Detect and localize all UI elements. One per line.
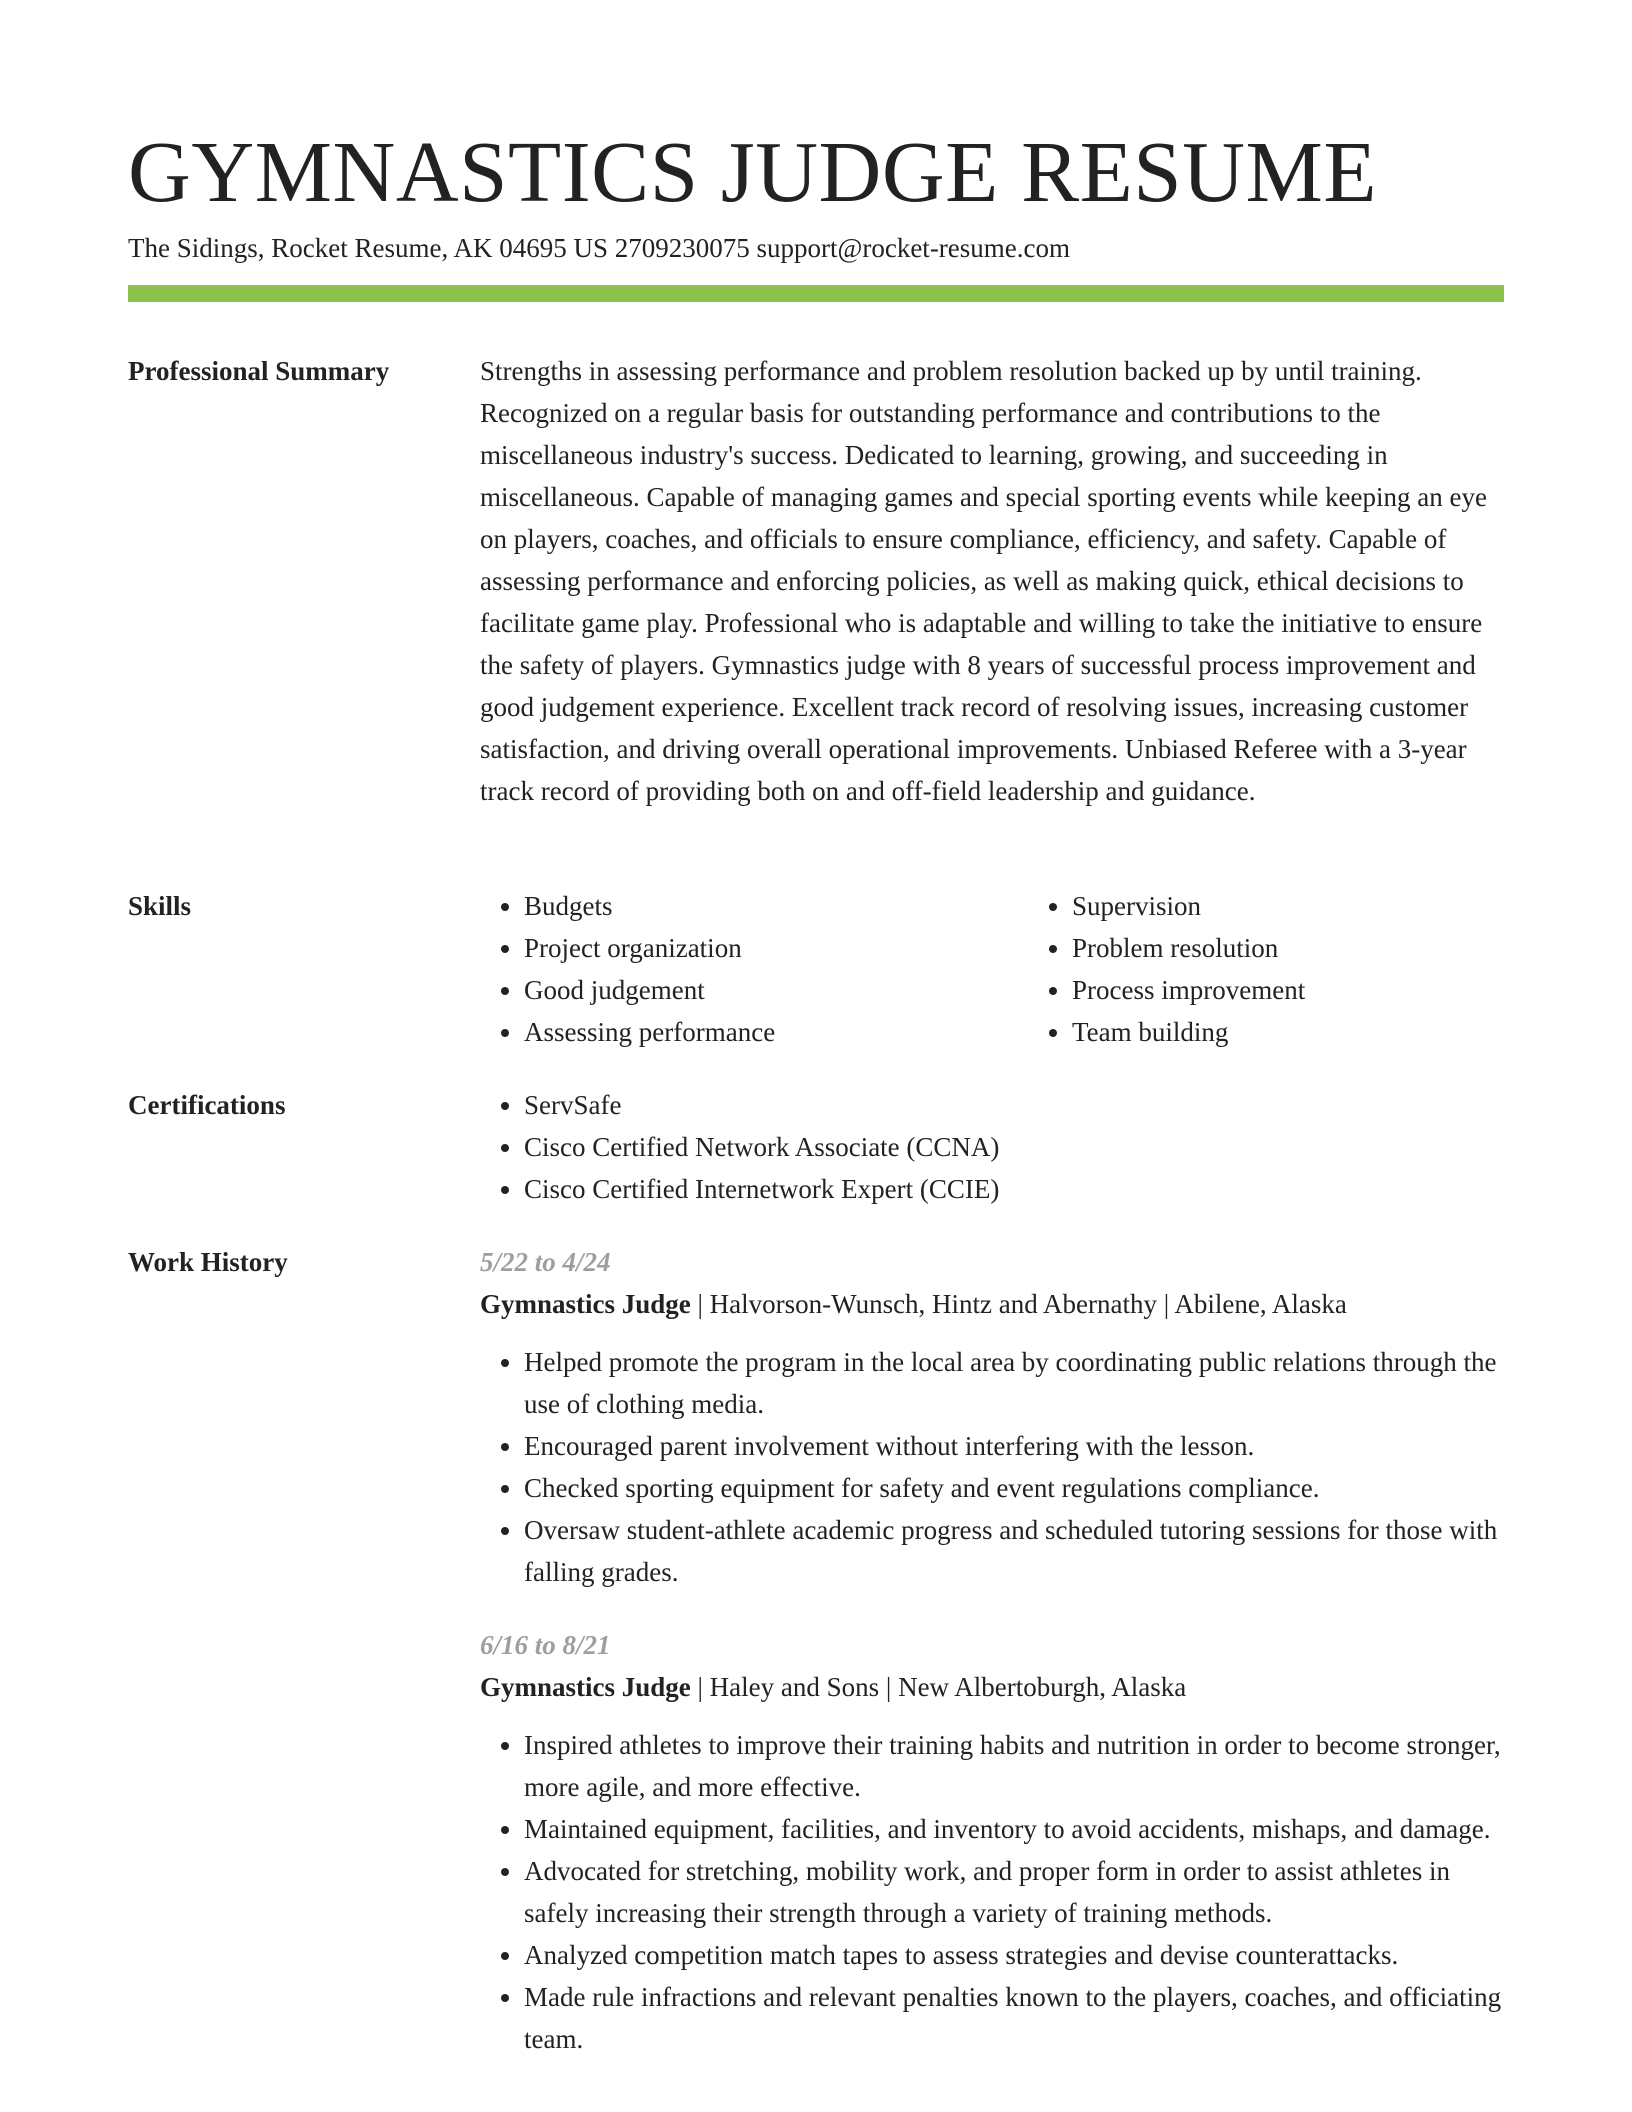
job-heading xyxy=(480,1666,1504,1708)
job-dates: 5/22 to 4/24 xyxy=(480,1247,611,1277)
job-duties-list xyxy=(480,1341,1504,1593)
job-employer-location: | Haley and Sons | New Albertoburgh, Alaska xyxy=(690,1672,1187,1702)
job-duty-item: • Helped promote the program in the local area by coordinating public relations through the use of clothing media. xyxy=(524,1341,1504,1425)
skill-item: • Process improvement xyxy=(1072,969,1532,1011)
skill-item: • Good judgement xyxy=(524,969,984,1011)
contact-line: The Sidings, Rocket Resume, AK 04695 US 2709230075 support@rocket-resume.com xyxy=(128,233,1071,263)
resume-title: GYMNASTICS JUDGE RESUME xyxy=(128,123,1377,220)
work-history-body xyxy=(480,1241,1504,2060)
job-duty-item: • Checked sporting equipment for safety and event regulations compliance. xyxy=(524,1467,1504,1509)
certifications-list xyxy=(480,1084,1504,1210)
job-duties-list xyxy=(480,1724,1504,2060)
job-entry xyxy=(480,1241,1504,1593)
certifications-body xyxy=(480,1084,1504,1210)
summary-body xyxy=(480,350,1504,812)
skill-item: • Problem resolution xyxy=(1072,927,1532,969)
job-duty-item: • Oversaw student-athlete academic progress and scheduled tutoring sessions for those with falling grades. xyxy=(524,1509,1504,1593)
skill-item: • Budgets xyxy=(524,885,984,927)
skills-list-right xyxy=(1028,885,1532,1053)
job-duty-item: • Maintained equipment, facilities, and inventory to avoid accidents, mishaps, and damage. xyxy=(524,1808,1504,1850)
job-title: Gymnastics Judge xyxy=(480,1289,691,1319)
certification-item: • Cisco Certified Network Associate (CCNA) xyxy=(524,1126,1504,1168)
job-duty-item: • Made rule infractions and relevant penalties known to the players, coaches, and officiating team. xyxy=(524,1976,1504,2060)
job-entry xyxy=(480,1624,1504,2060)
skill-item: • Assessing performance xyxy=(524,1011,984,1053)
skills-label: Skills xyxy=(128,891,192,921)
skill-item: • Project organization xyxy=(524,927,984,969)
job-duty-item: • Analyzed competition match tapes to assess strategies and devise counterattacks. xyxy=(524,1934,1504,1976)
certifications-label: Certifications xyxy=(128,1090,286,1120)
job-title: Gymnastics Judge xyxy=(480,1672,691,1702)
job-heading xyxy=(480,1283,1504,1325)
certification-item: • Cisco Certified Internetwork Expert (CCIE) xyxy=(524,1168,1504,1210)
job-dates: 6/16 to 8/21 xyxy=(480,1630,611,1660)
job-duty-item: • Inspired athletes to improve their training habits and nutrition in order to become stronger, more agile, and more effective. xyxy=(524,1724,1504,1808)
job-duty-item: • Advocated for stretching, mobility work, and proper form in order to assist athletes in safely increasing their strength through a variety of training methods. xyxy=(524,1850,1504,1934)
summary-text: Strengths in assessing performance and problem resolution backed up by until training. Recognized on a regular basis for outstanding performance and contributions to the miscellaneous industry's success. Dedicated to learning, growing, and succeeding in miscellaneous. Capable of managing games and special sporting events while keeping an eye on players, coaches, and officials to ensure compliance, efficiency, and safety. Capable of assessing performance and enforcing policies, as well as making quick, ethical decisions to facilitate game play. Professional who is adaptable and willing to take the initiative to ensure the safety of players. Gymnastics judge with 8 years of successful process improvement and good judgement experience. Excellent track record of resolving issues, increasing customer satisfaction, and driving overall operational improvements. Unbiased Referee with a 3-year track record of providing both on and off-field leadership and guidance. xyxy=(480,356,1487,806)
summary-label: Professional Summary xyxy=(128,356,390,386)
skills-list-left xyxy=(480,885,984,1053)
certification-item: • ServSafe xyxy=(524,1084,1504,1126)
work-history-label: Work History xyxy=(128,1247,288,1277)
skill-item: • Supervision xyxy=(1072,885,1532,927)
skills-body xyxy=(480,885,1504,1053)
job-employer-location: | Halvorson-Wunsch, Hintz and Abernathy | Abilene, Alaska xyxy=(690,1289,1347,1319)
skill-item: • Team building xyxy=(1072,1011,1532,1053)
job-duty-item: • Encouraged parent involvement without interfering with the lesson. xyxy=(524,1425,1504,1467)
header-divider xyxy=(128,285,1504,302)
